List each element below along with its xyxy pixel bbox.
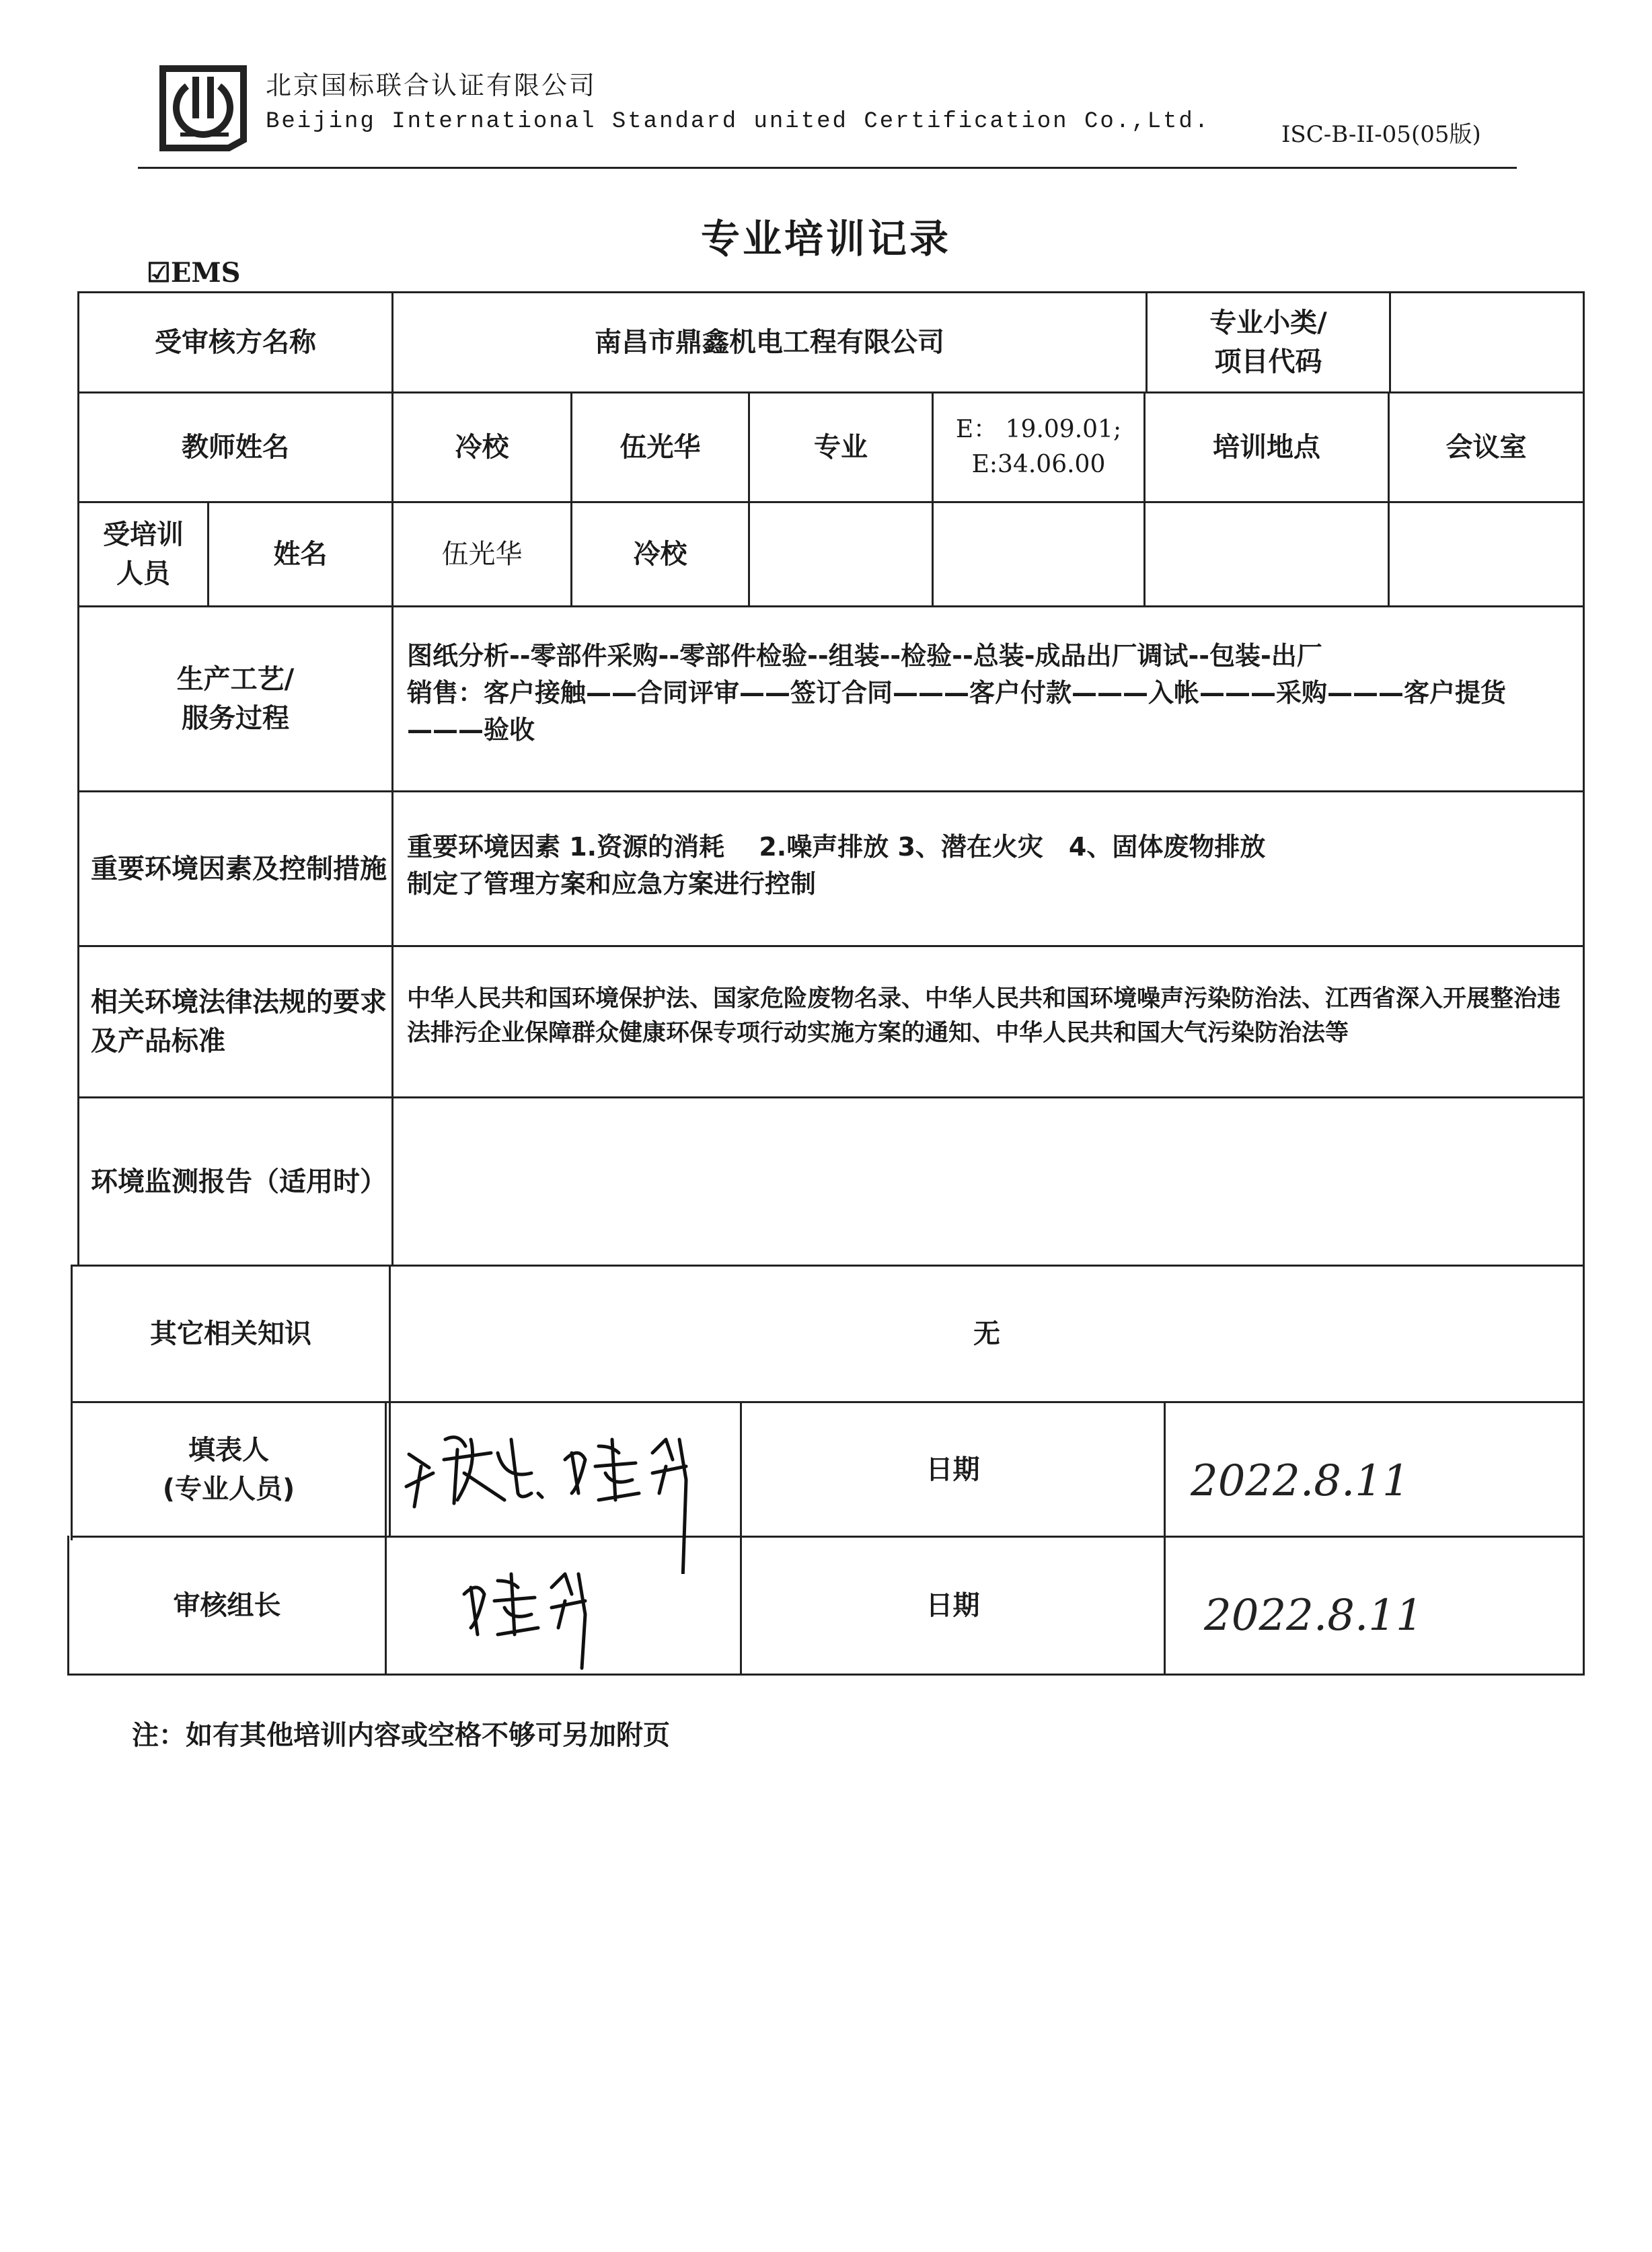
teacher-label: 教师姓名 (182, 432, 289, 463)
specialty-codes: E： 19.09.01; E:34.06.00 (955, 415, 1122, 478)
date-label-2: 日期 (926, 1590, 980, 1621)
date-value-1: 2022.8.11 (1191, 1456, 1410, 1506)
location-label: 培训地点 (1213, 432, 1320, 463)
date-label-1: 日期 (926, 1454, 980, 1485)
laws-label: 相关环境法律法规的要求及产品标准 (91, 987, 387, 1057)
process-label: 生产工艺/ 服务过程 (176, 664, 295, 734)
location-value: 会议室 (1446, 432, 1527, 463)
name-label: 姓名 (273, 539, 328, 570)
env-factors-label: 重要环境因素及控制措施 (91, 853, 387, 885)
monitoring-label: 环境监测报告（适用时） (91, 1166, 387, 1197)
laws-value: 中华人民共和国环境保护法、国家危险废物名录、中华人民共和国环境噪声污染防治法、江西省深入开展整治违法排污企业保障群众健康环保专项行动实施方案的通知、中华人民共和国大气污染防治法等 (407, 985, 1561, 1047)
table-line (385, 1401, 387, 1676)
trainee-name-2: 冷校 (633, 539, 687, 570)
category-label: 专业小类/ 项目代码 (1209, 307, 1327, 377)
date-value-2: 2022.8.11 (1204, 1591, 1423, 1641)
company-name-cn: 北京国标联合认证有限公司 (266, 71, 597, 100)
other-knowledge-label: 其它相关知识 (150, 1318, 311, 1349)
teacher-name-2: 伍光华 (620, 432, 701, 463)
category-value (1391, 293, 1583, 391)
specialty-label: 专业 (814, 432, 868, 463)
form-code: ISC-B-II-05(05版) (1281, 121, 1481, 148)
leader-label: 审核组长 (173, 1590, 281, 1621)
auditee-label: 受审核方名称 (155, 327, 316, 358)
trainee-name-1: 伍光华 (441, 539, 523, 570)
footnote: 注：如有其他培训内容或空格不够可另加附页 (132, 1720, 670, 1751)
other-knowledge-value: 无 (973, 1318, 1000, 1349)
filler-signature (397, 1413, 733, 1547)
table-line (67, 1674, 1584, 1676)
company-name-en: Beijing International Standard united Certification Co.,Ltd. (266, 109, 1211, 135)
table-line (1583, 291, 1585, 1676)
handwritten-signature-icon (397, 1413, 733, 1574)
auditee-value: 南昌市鼎鑫机电工程有限公司 (595, 327, 944, 358)
filler-label: 填表人 (专业人员) (162, 1434, 295, 1505)
ems-checkbox-label: ☑EMS (147, 257, 241, 289)
teacher-name-1: 冷校 (455, 432, 509, 463)
process-value: 图纸分析--零部件采购--零部件检验--组装--检验--总装-成品出厂调试--包装-出厂 销售：客户接触——合同评审——签订合同———客户付款———入帐———采购———客户提货———验收 (407, 641, 1507, 745)
leader-signature (457, 1567, 659, 1682)
handwritten-signature-icon (457, 1567, 659, 1682)
company-logo (153, 62, 253, 155)
table-line (1164, 1401, 1166, 1676)
monitoring-value (393, 1098, 1583, 1265)
document-title: 专业培训记录 (700, 216, 951, 262)
header-divider (138, 167, 1517, 169)
env-factors-value: 重要环境因素 1.资源的消耗 2.噪声排放 3、潜在火灾 4、固体废物排放 制定了管理方案和应急方案进行控制 (407, 832, 1266, 899)
trainee-label: 受培训 人员 (103, 519, 184, 589)
